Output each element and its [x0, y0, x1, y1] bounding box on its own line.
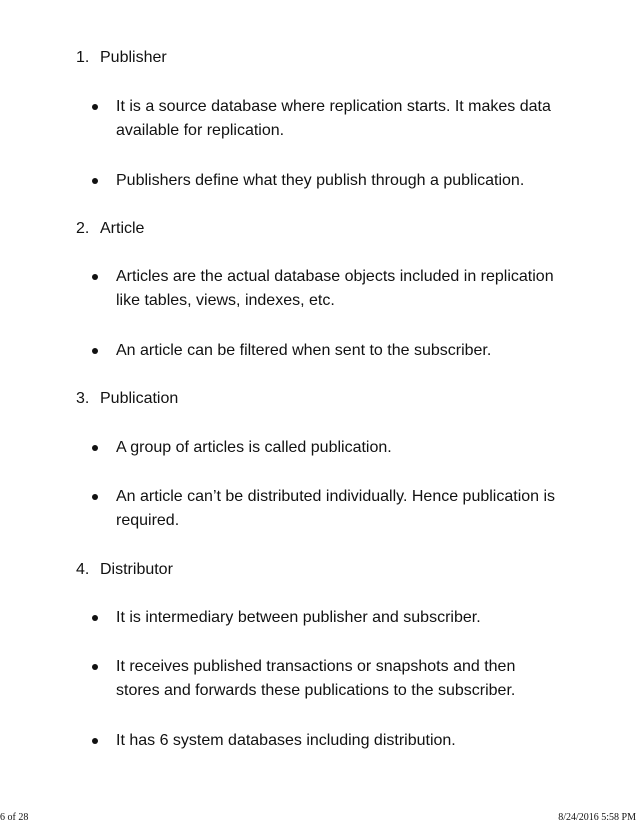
- section-number: 3.: [76, 390, 90, 407]
- list-item: [92, 729, 562, 753]
- page-number: 6 of 28: [0, 812, 29, 823]
- list-item-text: It has 6 system databases including distribution.: [116, 732, 456, 749]
- bullet-icon: [92, 274, 98, 280]
- list-item: [92, 606, 562, 630]
- section-heading-publisher: [76, 48, 167, 68]
- list-item: [92, 169, 562, 193]
- bullet-icon: [92, 738, 98, 744]
- bullet-icon: [92, 445, 98, 451]
- bullet-icon: [92, 348, 98, 354]
- section-heading-publication: [76, 389, 178, 409]
- section-title: Publication: [100, 390, 179, 407]
- section-title: Publisher: [100, 49, 167, 66]
- section-number: 2.: [76, 220, 90, 237]
- bullet-icon: [92, 615, 98, 621]
- list-item: [92, 485, 562, 533]
- section-title: Distributor: [100, 561, 173, 578]
- list-item-text: A group of articles is called publication.: [116, 439, 392, 456]
- section-title: Article: [100, 220, 145, 237]
- list-item-text: Publishers define what they publish through a publication.: [116, 172, 525, 189]
- section-number: 1.: [76, 49, 90, 66]
- list-item: [92, 655, 562, 703]
- bullet-icon: [92, 178, 98, 184]
- section-heading-article: [76, 219, 144, 239]
- list-item: [92, 95, 562, 143]
- list-item-text: It receives published transactions or snapshots and then stores and forwards these publications to the subscriber.: [116, 658, 516, 699]
- section-number: 4.: [76, 561, 90, 578]
- list-item: [92, 339, 562, 363]
- list-item-text: An article can be filtered when sent to the subscriber.: [116, 342, 492, 359]
- bullet-icon: [92, 104, 98, 110]
- list-item-text: It is intermediary between publisher and subscriber.: [116, 609, 481, 626]
- bullet-icon: [92, 664, 98, 670]
- print-timestamp: 8/24/2016 5:58 PM: [558, 812, 636, 823]
- list-item-text: Articles are the actual database objects included in replication like tables, views, indexes, etc.: [116, 268, 554, 309]
- list-item-text: An article can’t be distributed individually. Hence publication is required.: [116, 488, 556, 529]
- section-heading-distributor: [76, 560, 173, 580]
- list-item-text: It is a source database where replication starts. It makes data available for replication.: [116, 98, 551, 139]
- list-item: [92, 436, 562, 460]
- list-item: [92, 265, 562, 313]
- bullet-icon: [92, 494, 98, 500]
